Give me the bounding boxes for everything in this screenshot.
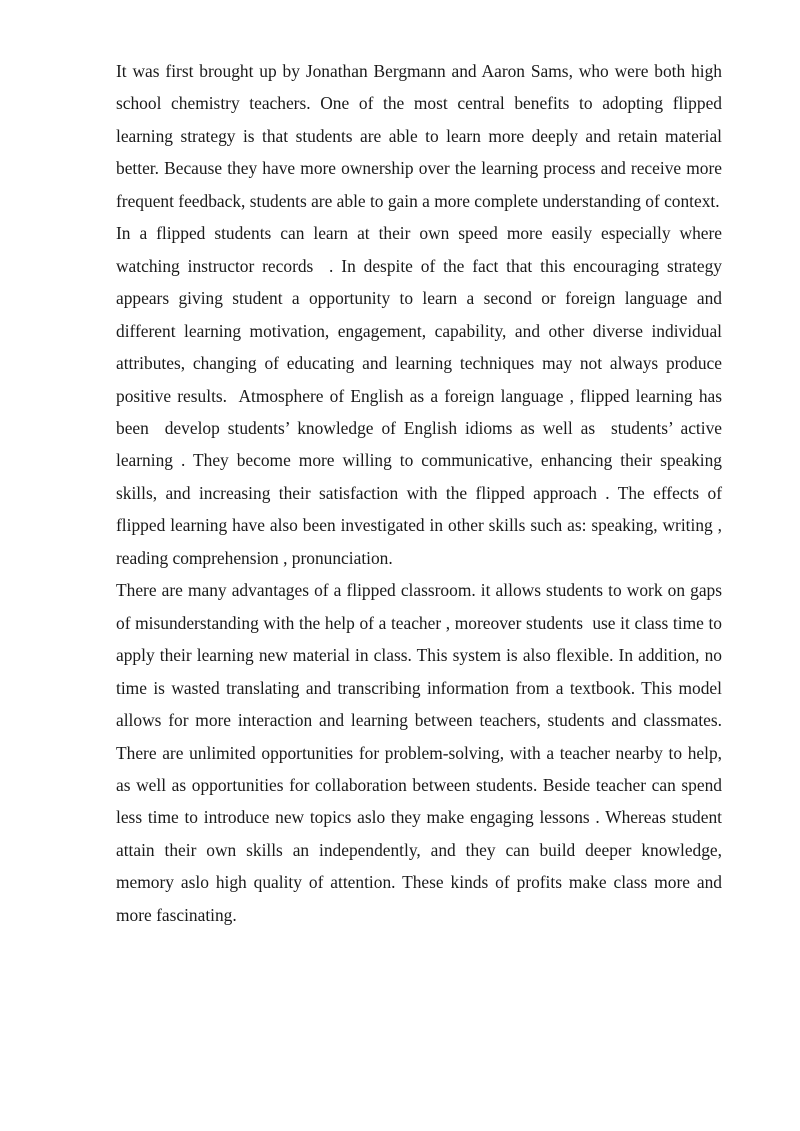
paragraph-2: In a flipped students can learn at their own speed more easily especially where watching instructor records . In despite of the fact that this encouraging strategy appears giving student a opportunity to learn a second or foreign language and different learning motivation, engagement, capability, and other diverse individual attributes, changing of educating and learning techniques may not always produce positive results. Atmosphere of English as a foreign language , flipped learning has been develop students’ knowledge of English idioms as well as students’ active learning . They become more willing to communicative, enhancing their speaking skills, and increasing their satisfaction with the flipped approach . The effects of flipped learning have also been investigated in other skills such as: speaking, writing , reading comprehension , pronunciation.: [116, 223, 727, 568]
body-text: [116, 55, 727, 931]
paragraph-3: There are many advantages of a flipped classroom. it allows students to work on gaps of misunderstanding with the help of a teacher , moreover students use it class time to apply their learning new material in class. This system is also flexible. In addition, no time is wasted translating and transcribing information from a textbook. This model allows for more interaction and learning between teachers, students and classmates. There are unlimited opportunities for problem-solving, with a teacher nearby to help, as well as opportunities for collaboration between students. Beside teacher can spend less time to introduce new topics aslo they make engaging lessons . Whereas student attain their own skills an independently, and they can build deeper knowledge, memory aslo high quality of attention. These kinds of profits make class more and more fascinating.: [116, 580, 727, 925]
paragraph-1: It was first brought up by Jonathan Bergmann and Aaron Sams, who were both high school chemistry teachers. One of the most central benefits to adopting flipped learning strategy is that students are able to learn more deeply and retain material better. Because they have more ownership over the learning process and receive more frequent feedback, students are able to gain a more complete understanding of context.: [116, 61, 727, 211]
